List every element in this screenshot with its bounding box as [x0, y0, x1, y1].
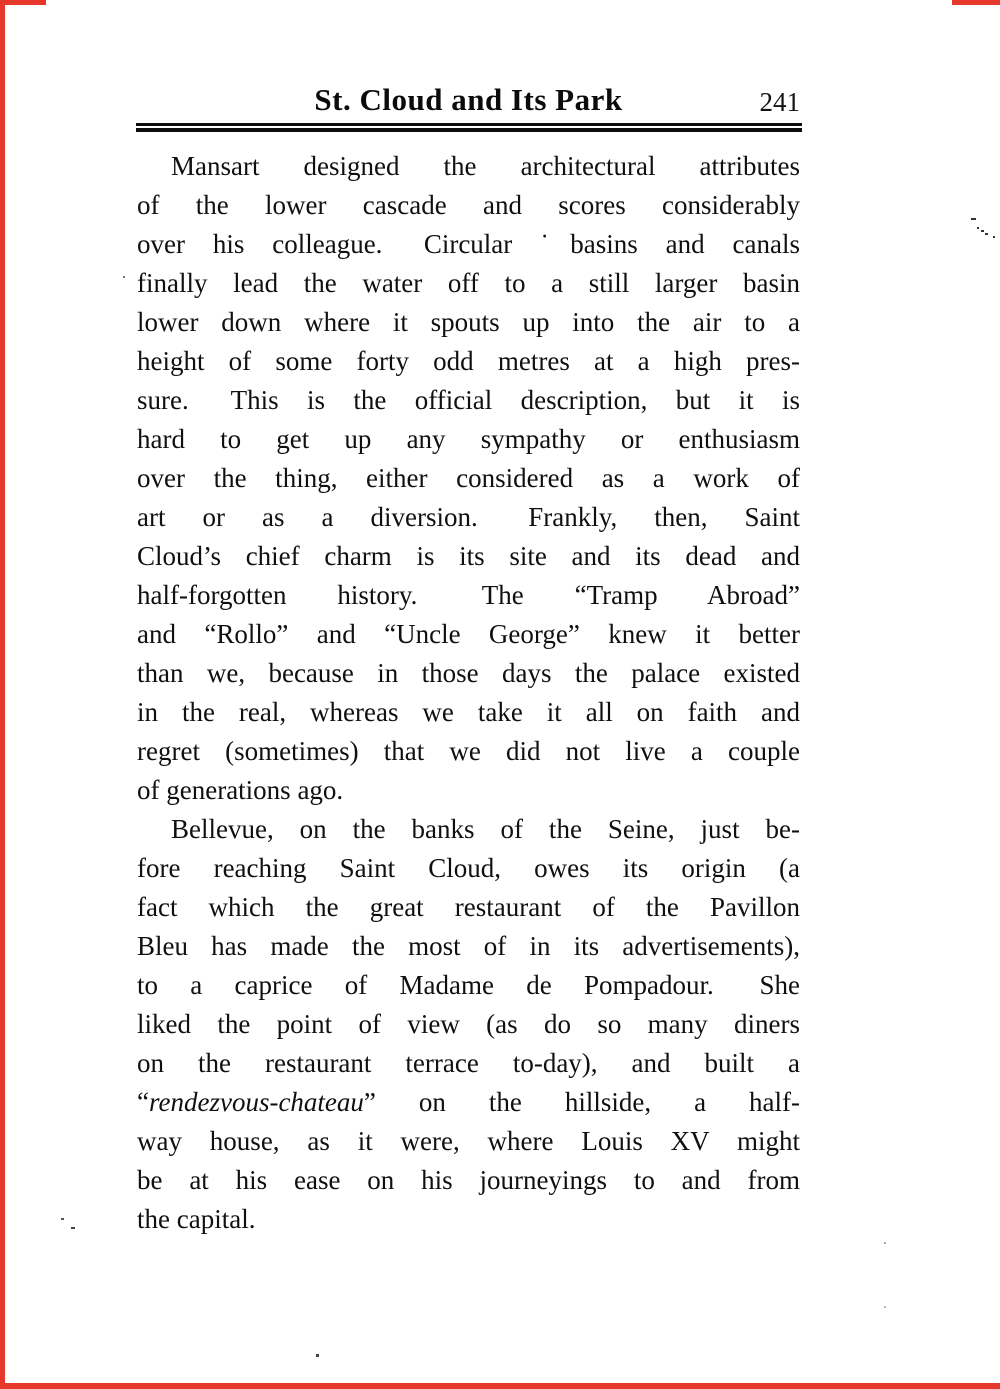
text-line: Cloud’s chief charm is its site and its dead and — [137, 541, 800, 571]
text-line: over his colleague. Circular ˙basins and canals — [137, 229, 800, 259]
scan-edge-top-left — [0, 0, 46, 5]
scan-speck — [993, 236, 995, 238]
text-line: be at his ease on his journeyings to and from — [137, 1165, 800, 1195]
scan-speck — [985, 233, 988, 235]
scan-speck — [123, 276, 125, 278]
text-line: fore reaching Saint Cloud, owes its origin (a — [137, 853, 800, 883]
text-line: Bellevue, on the banks of the Seine, just be- — [171, 814, 800, 844]
page-title: St. Cloud and Its Park — [314, 82, 623, 117]
text-line: than we, because in those days the palace existed — [137, 658, 800, 688]
text-line: over the thing, either considered as a work of — [137, 463, 800, 493]
text-line: Mansart designed the architectural attributes — [171, 151, 800, 181]
text-line: half-forgotten history. The “Tramp Abroad” — [137, 580, 800, 610]
text-line: the capital. — [137, 1204, 256, 1234]
text-line-italic — [137, 1083, 800, 1122]
text-line: fact which the great restaurant of the Pavillon — [137, 892, 800, 922]
text-line: in the real, whereas we take it all on faith and — [137, 697, 800, 727]
italic-phrase: rendezvous-chateau — [148, 1087, 364, 1117]
scan-edge-top-right — [952, 0, 1000, 5]
page-number: 241 — [759, 87, 800, 117]
text-line: Bleu has made the most of in its advertisements), — [137, 931, 800, 961]
text-line: to a caprice of Madame de Pompadour. She — [137, 970, 800, 1000]
text-line: on the restaurant terrace to-day), and built a — [137, 1048, 800, 1078]
scan-speck — [977, 227, 979, 229]
text-line: height of some forty odd metres at a high pres- — [137, 346, 800, 376]
scan-speck — [971, 218, 976, 220]
text-line: hard to get up any sympathy or enthusiasm — [137, 424, 800, 454]
text-line: finally lead the water off to a still larger basin — [137, 268, 800, 298]
text-line: of the lower cascade and scores considerably — [137, 190, 800, 220]
scan-speck — [884, 1242, 886, 1244]
text-line: lower down where it spouts up into the air to a — [137, 307, 800, 337]
scan-edge-bottom — [0, 1383, 1000, 1389]
scan-edge-left — [0, 0, 5, 1389]
text-line: of generations ago. — [137, 775, 344, 805]
body-text — [137, 147, 800, 1239]
text-line: and “Rollo” and “Uncle George” knew it better — [137, 619, 800, 649]
scan-speck — [71, 1227, 75, 1229]
line-remainder: ” on the hillside, a half- — [363, 1087, 800, 1117]
scan-speck — [61, 1218, 64, 1220]
text-line: art or as a diversion. Frankly, then, Saint — [137, 502, 800, 532]
text-line: way house, as it were, where Louis XV might — [137, 1126, 800, 1156]
scan-speck — [981, 230, 984, 232]
scan-speck — [884, 1306, 886, 1308]
text-line: regret (sometimes) that we did not live a couple — [137, 736, 800, 766]
text-line: liked the point of view (as do so many diners — [137, 1009, 800, 1039]
scan-speck — [316, 1354, 319, 1357]
text-line: sure. This is the official description, but it is — [137, 385, 800, 415]
quote-mark: “ — [137, 1087, 149, 1117]
header-rule — [136, 123, 802, 132]
